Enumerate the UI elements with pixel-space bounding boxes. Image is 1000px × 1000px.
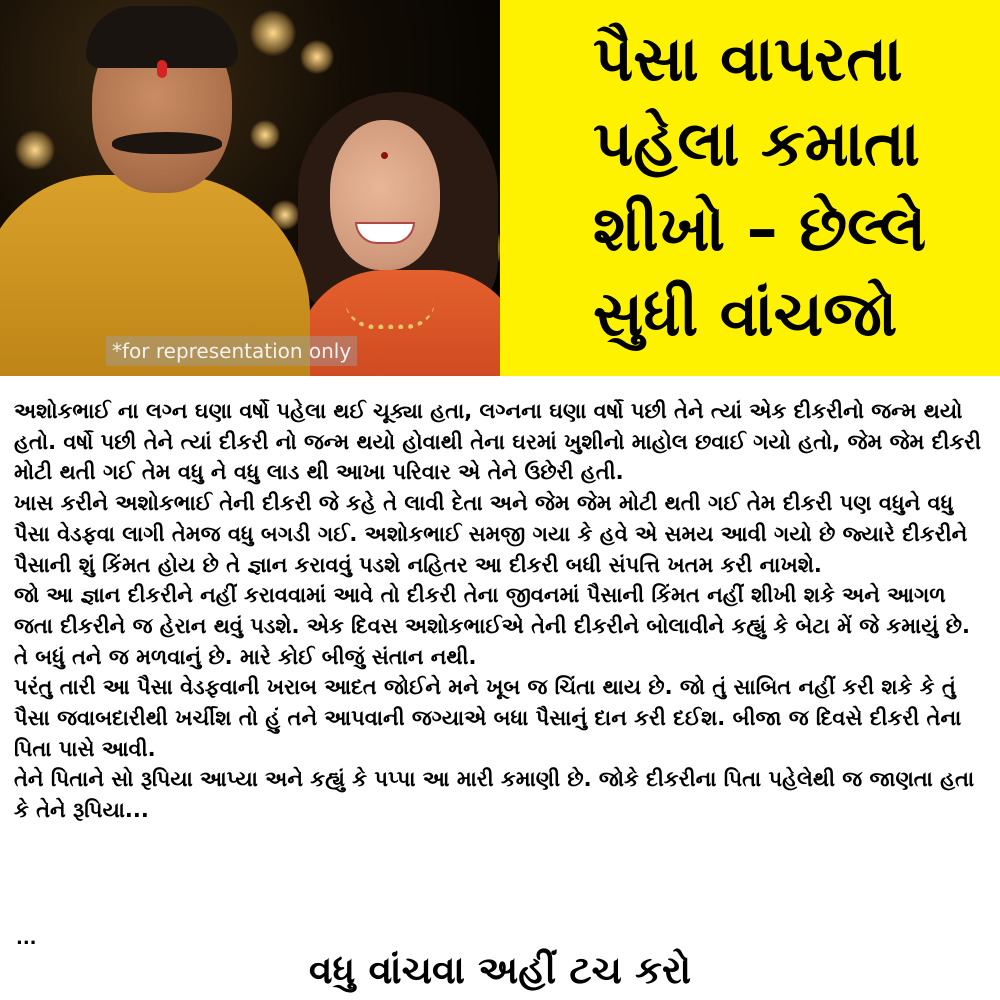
tilak <box>157 60 167 78</box>
photo-caption: *for representation only <box>106 336 357 366</box>
read-more-link[interactable]: વધુ વાંચવા અહીં ટચ કરો <box>308 948 692 992</box>
page-title <box>593 16 993 356</box>
title-line: શીખો – છેલ્લે <box>593 192 927 265</box>
bokeh-light <box>15 130 55 170</box>
story-paragraph: પરંતુ તારી આ પૈસા વેડફવાની ખરાબ આદત જોઈને મને ખૂબ જ ચિંતા થાય છે. જો તું સાબિત નહીં કરી શકે કે તું પૈસા જવાબદારીથી ખર્ચીશ તો હું તને આપવાની જગ્યાએ બધા પૈસાનું દાન કરી દઈશ. બીજા જ દિવસે દીકરી તેના પિતા પાસે આવી. <box>14 675 962 761</box>
title-line: સુધી વાંચજો <box>593 277 898 350</box>
man-mustache <box>112 132 222 154</box>
woman-face <box>330 120 440 270</box>
title-line: પૈસા વાપરતા <box>593 22 903 95</box>
couple-photo <box>0 0 500 376</box>
header-banner <box>0 0 1000 376</box>
story-paragraph: જો આ જ્ઞાન દીકરીને નહીં કરાવવામાં આવે તો દીકરી તેના જીવનમાં પૈસાની કિંમત નહીં શીખી શકે અને આગળ જતા દીકરીને જ હેરાન થવું પડશે. એક દિવસ અશોકભાઈએ તેની દીકરીને બોલાવીને કહ્યું કે બેટા મેં જે કમાયું છે. તે બધું તને જ મળવાનું છે. મારે કોઈ બીજું સંતાન નથી. <box>14 583 970 669</box>
bokeh-light <box>300 40 334 74</box>
story-body <box>14 396 989 826</box>
story-paragraph: તેને પિતાને સો રૂપિયા આપ્યા અને કહ્યું કે પપ્પા આ મારી કમાણી છે. જોકે દીકરીના પિતા પહેલેથી જ જાણતા હતા કે તેને રૂપિયા... <box>14 767 975 823</box>
title-panel <box>500 0 1000 376</box>
title-line: પહેલા કમાતા <box>593 107 920 180</box>
man-hair <box>86 6 238 68</box>
bindi <box>381 152 388 159</box>
bokeh-light <box>250 10 296 56</box>
bokeh-light <box>250 120 280 150</box>
story-paragraph: ખાસ કરીને અશોકભાઈ તેની દીકરી જે કહે તે લાવી દેતા અને જેમ જેમ મોટી થતી ગઈ તેમ દીકરી પણ વધુને વધુ પૈસા વેડફવા લાગી તેમજ વધુ બગડી ગઈ. અશોકભાઈ સમજી ગયા કે હવે એ સમય આવી ગયો છે જ્યારે દીકરીને પૈસાની શું કિંમત હોય છે તે જ્ઞાન કરાવવું પડશે નહિતર આ દીકરી બધી સંપત્તિ ખતમ કરી નાખશે. <box>14 491 968 577</box>
ellipsis: ... <box>16 928 37 949</box>
story-paragraph: અશોકભાઈ ના લગ્ન ઘણા વર્ષો પહેલા થઈ ચૂક્યા હતા, લગ્નના ઘણા વર્ષો પછી તેને ત્યાં એક દીકરીનો જન્મ થયો હતો. વર્ષો પછી તેને ત્યાં દીકરી નો જન્મ થયો હોવાથી તેના ઘરમાં ખુશીનો માહોલ છવાઈ ગયો હતો, જેમ જેમ દીકરી મોટી થતી ગઈ તેમ વધુ ને વધુ લાડ થી આખા પરિવાર એ તેને ઉછેરી હતી. <box>14 399 982 485</box>
